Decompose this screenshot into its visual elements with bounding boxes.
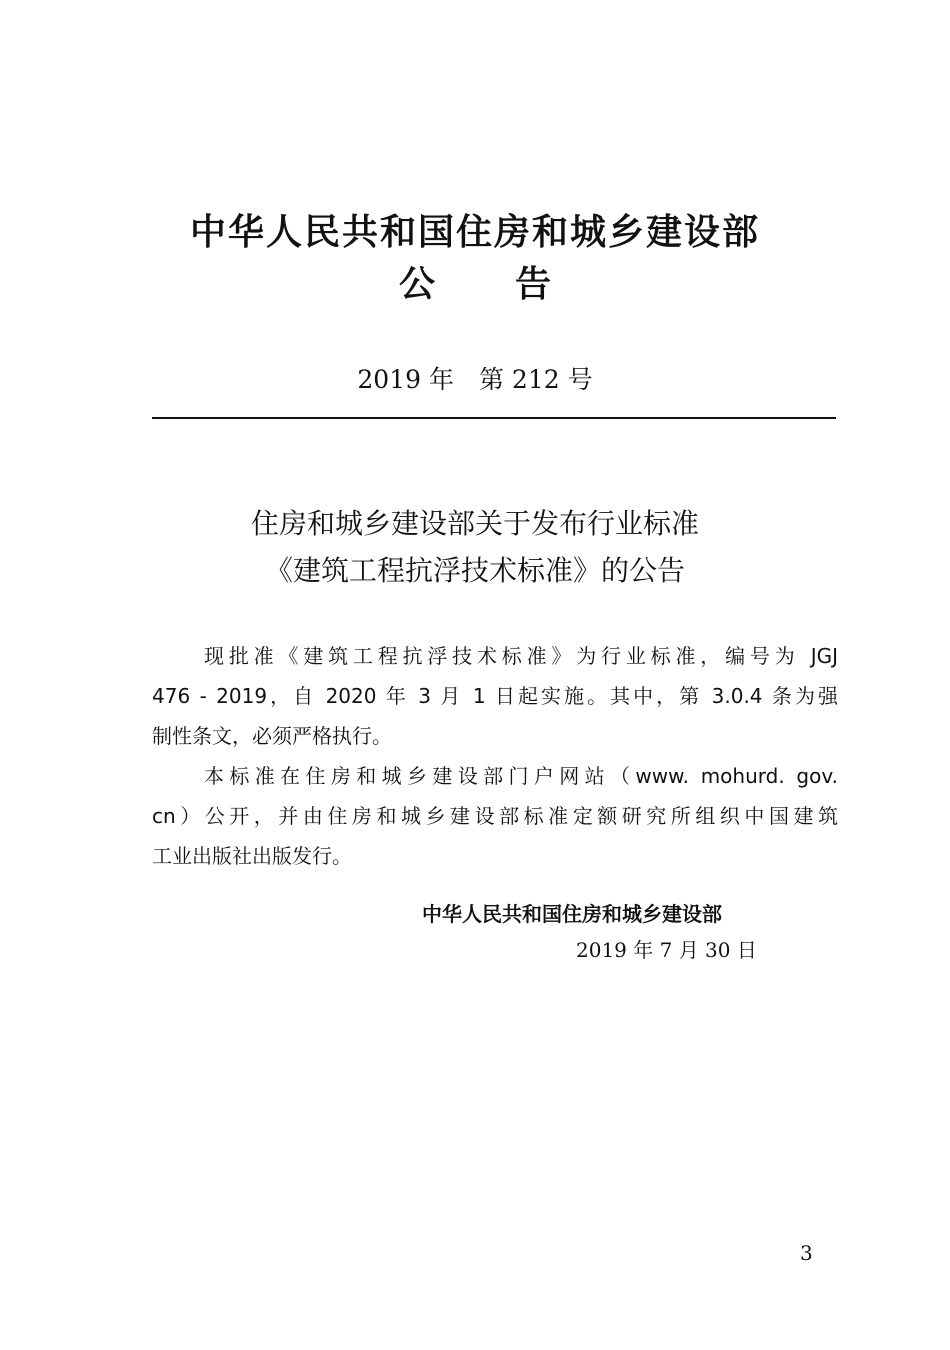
body-paragraph-approval (152, 636, 838, 756)
body-paragraph-publication (152, 756, 838, 876)
paragraph-line: 本标准在住房和城乡建设部门户网站（www. mohurd. gov. (204, 764, 838, 788)
paragraph-line: 476 - 2019，自 2020 年 3 月 1 日起实施。其中，第 3.0.4 条为强 (152, 684, 838, 708)
announcement-title-line: 《建筑工程抗浮技术标准》的公告 (264, 554, 685, 587)
document-type-heading: 公告 (398, 264, 631, 305)
page-number: 3 (800, 1241, 813, 1265)
document-number: 2019 年 第 212 号 (357, 365, 593, 394)
header-divider (152, 417, 836, 419)
signature-issuer: 中华人民共和国住房和城乡建设部 (422, 902, 722, 926)
paragraph-line: 工业出版社出版发行。 (152, 844, 352, 868)
issuer-heading: 中华人民共和国住房和城乡建设部 (189, 212, 760, 253)
signature-date: 2019 年 7 月 30 日 (576, 938, 757, 962)
paragraph-line: 制性条文，必须严格执行。 (152, 724, 392, 748)
paragraph-line: 现批准《建筑工程抗浮技术标准》为行业标准，编号为 JGJ (204, 644, 838, 668)
announcement-title (0, 500, 950, 594)
paragraph-line: cn）公开，并由住房和城乡建设部标准定额研究所组织中国建筑 (152, 804, 838, 828)
announcement-title-line: 住房和城乡建设部关于发布行业标准 (250, 507, 699, 540)
